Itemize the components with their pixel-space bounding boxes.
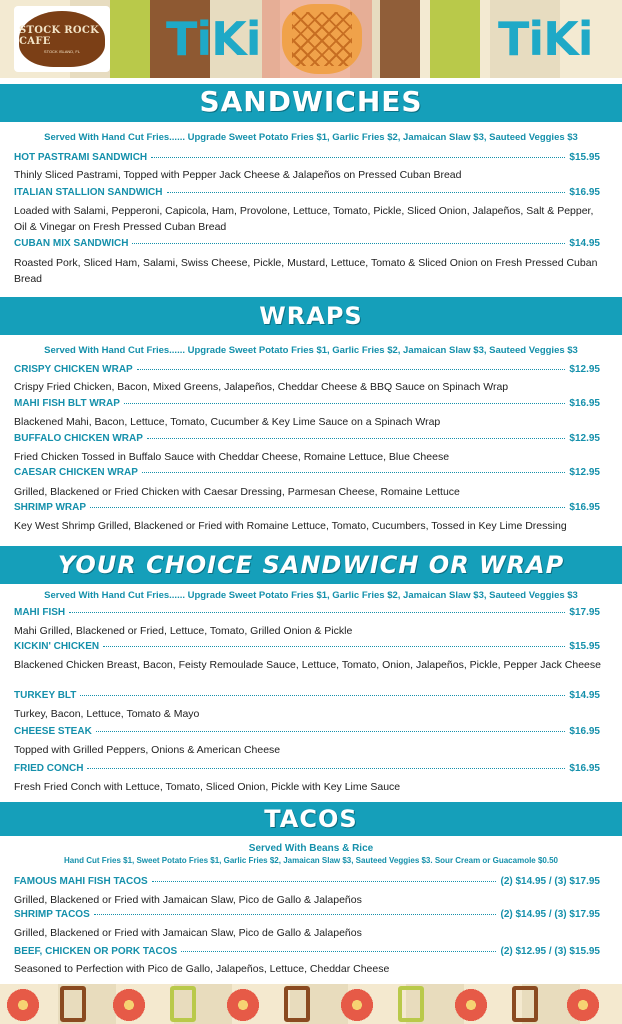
item-description: Fried Chicken Tossed in Buffalo Sauce with Cheddar Cheese, Romaine Lettuce, Blue Cheese — [14, 451, 450, 463]
menu-item-row — [14, 763, 600, 774]
item-description: Seasoned to Perfection with Pico de Gallo, Jalapeños, Lettuce, Cheddar Cheese — [14, 963, 390, 975]
tacos-sides-note: Hand Cut Fries $1, Sweet Potato Fries $1, Garlic Fries $2, Jamaican Slaw $3, Sauteed Veggies $3. Sour Cream or Guacamole $0.50 — [64, 856, 558, 865]
dot-leader — [151, 157, 565, 158]
menu-item-row — [14, 607, 600, 618]
item-name: BUFFALO CHICKEN WRAP — [14, 433, 143, 444]
tiki-word-left: TiKi — [166, 12, 261, 66]
tiki-header-banner — [0, 0, 622, 78]
choice-sides-note: Served With Hand Cut Fries...... Upgrade Sweet Potato Fries $1, Garlic Fries $2, Jamaican Slaw $3, Sauteed Veggies $3 — [44, 590, 578, 601]
item-price: $16.95 — [569, 398, 600, 409]
hibiscus-icon — [6, 988, 40, 1022]
menu-item-row — [14, 152, 600, 163]
dot-leader — [147, 438, 566, 439]
choice-header — [0, 546, 622, 584]
item-description: Grilled, Blackened or Fried with Jamaican Slaw, Pico de Gallo & Jalapeños — [14, 927, 362, 939]
tacos-header — [0, 802, 622, 836]
pineapple-icon — [282, 4, 362, 74]
item-price: $15.95 — [569, 641, 600, 652]
item-name: FAMOUS MAHI FISH TACOS — [14, 876, 148, 887]
tacos-title: TACOS — [264, 805, 358, 833]
tiki-mask-icon — [170, 986, 196, 1022]
dot-leader — [90, 507, 565, 508]
tiki-pattern-tile — [380, 0, 420, 78]
item-name: TURKEY BLT — [14, 690, 77, 701]
menu-item-row — [14, 238, 600, 249]
menu-item-row — [14, 876, 600, 887]
menu-item-row — [14, 641, 600, 652]
tacos-served-with: Served With Beans & Rice — [248, 843, 374, 854]
menu-item-row — [14, 502, 600, 513]
item-description: Roasted Pork, Sliced Ham, Salami, Swiss Cheese, Pickle, Mustard, Lettuce, Tomato & Sliced Onion on Fresh Pressed Cuban Bread — [14, 257, 598, 285]
item-name: CHEESE STEAK — [14, 726, 92, 737]
item-price: $15.95 — [569, 152, 600, 163]
sandwiches-sides-note: Served With Hand Cut Fries...... Upgrade Sweet Potato Fries $1, Garlic Fries $2, Jamaican Slaw $3, Sauteed Veggies $3 — [44, 132, 578, 143]
tiki-footer-banner — [0, 984, 622, 1024]
item-name: MAHI FISH BLT WRAP — [14, 398, 120, 409]
item-price: $16.95 — [569, 187, 600, 198]
tiki-mask-icon — [398, 986, 424, 1022]
item-price: $12.95 — [569, 467, 600, 478]
hibiscus-icon — [340, 988, 374, 1022]
logo-name: STOCK ROCK CAFE — [19, 24, 100, 47]
item-description: Fresh Fried Conch with Lettuce, Tomato, Sliced Onion, Pickle with Key Lime Sauce — [14, 781, 401, 793]
item-description: Blackened Mahi, Bacon, Lettuce, Tomato, Cucumber & Key Lime Sauce on a Spinach Wrap — [14, 416, 441, 428]
dot-leader — [137, 369, 566, 370]
dot-leader — [94, 914, 497, 915]
menu-item-row — [14, 467, 600, 478]
wraps-header — [0, 297, 622, 335]
sandwiches-header — [0, 84, 622, 122]
dot-leader — [69, 612, 565, 613]
item-name: MAHI FISH — [14, 607, 66, 618]
dot-leader — [80, 695, 565, 696]
choice-title: YOUR CHOICE SANDWICH OR WRAP — [57, 551, 565, 579]
item-name: CAESAR CHICKEN WRAP — [14, 467, 138, 478]
item-description: Turkey, Bacon, Lettuce, Tomato & Mayo — [14, 708, 200, 720]
item-price: $17.95 — [569, 607, 600, 618]
item-name: SHRIMP TACOS — [14, 909, 90, 920]
item-price: $16.95 — [569, 763, 600, 774]
sandwiches-title: SANDWICHES — [199, 85, 423, 118]
item-price: $12.95 — [569, 364, 600, 375]
menu-item-row — [14, 433, 600, 444]
item-price: (2) $14.95 / (3) $17.95 — [500, 909, 600, 920]
dot-leader — [132, 243, 565, 244]
item-description: Grilled, Blackened or Fried with Jamaican Slaw, Pico de Gallo & Jalapeños — [14, 894, 362, 906]
wraps-sides-note: Served With Hand Cut Fries...... Upgrade Sweet Potato Fries $1, Garlic Fries $2, Jamaican Slaw $3, Sauteed Veggies $3 — [44, 345, 578, 356]
item-description: Mahi Grilled, Blackened or Fried, Lettuce, Tomato, Grilled Onion & Pickle — [14, 625, 353, 637]
item-price: $16.95 — [569, 726, 600, 737]
item-name: CRISPY CHICKEN WRAP — [14, 364, 133, 375]
hibiscus-icon — [226, 988, 260, 1022]
menu-item-row — [14, 690, 600, 701]
dot-leader — [124, 403, 565, 404]
hibiscus-icon — [112, 988, 146, 1022]
menu-item-row — [14, 726, 600, 737]
item-price: $16.95 — [569, 502, 600, 513]
item-name: BEEF, CHICKEN OR PORK TACOS — [14, 946, 178, 957]
tiki-word-right: TiKi — [498, 12, 593, 66]
hibiscus-icon — [454, 988, 488, 1022]
tiki-mask-icon — [60, 986, 86, 1022]
wraps-title: WRAPS — [259, 302, 363, 330]
stock-rock-cafe-logo — [14, 6, 110, 72]
dot-leader — [152, 881, 497, 882]
menu-item-row — [14, 364, 600, 375]
item-name: SHRIMP WRAP — [14, 502, 87, 513]
tiki-mask-icon — [512, 986, 538, 1022]
menu-item-row — [14, 946, 600, 957]
dot-leader — [181, 951, 496, 952]
dot-leader — [167, 192, 566, 193]
item-description: Key West Shrimp Grilled, Blackened or Fried with Romaine Lettuce, Tomato, Cucumbers, Tossed in Key Lime Dressing — [14, 520, 567, 532]
item-name: ITALIAN STALLION SANDWICH — [14, 187, 163, 198]
item-name: KICKIN' CHICKEN — [14, 641, 100, 652]
dot-leader — [142, 472, 566, 473]
dot-leader — [87, 768, 565, 769]
item-description: Grilled, Blackened or Fried Chicken with Caesar Dressing, Parmesan Cheese, Romaine Lettuce — [14, 486, 460, 498]
dot-leader — [96, 731, 566, 732]
hibiscus-icon — [566, 988, 600, 1022]
item-name: FRIED CONCH — [14, 763, 84, 774]
item-name: HOT PASTRAMI SANDWICH — [14, 152, 148, 163]
item-description: Loaded with Salami, Pepperoni, Capicola, Ham, Provolone, Lettuce, Tomato, Pickle, Sliced Onion, Jalapeños, Salt & Pepper, Oil & Vinegar on Fresh Pressed Cuban Bread — [14, 205, 594, 233]
dot-leader — [103, 646, 565, 647]
item-price: $14.95 — [569, 690, 600, 701]
item-name: CUBAN MIX SANDWICH — [14, 238, 129, 249]
item-price: (2) $14.95 / (3) $17.95 — [500, 876, 600, 887]
item-description: Blackened Chicken Breast, Bacon, Feisty Remoulade Sauce, Lettuce, Tomato, Onion, Jalapeños, Pickle, Pepper Jack Cheese — [14, 659, 601, 671]
menu-item-row — [14, 187, 600, 198]
tiki-pattern-tile — [110, 0, 150, 78]
item-description: Thinly Sliced Pastrami, Topped with Pepper Jack Cheese & Jalapeños on Pressed Cuban Bread — [14, 169, 462, 181]
item-price: $14.95 — [569, 238, 600, 249]
item-description: Topped with Grilled Peppers, Onions & American Cheese — [14, 744, 281, 756]
logo-subtitle: STOCK ISLAND, FL — [43, 48, 81, 54]
menu-item-row — [14, 909, 600, 920]
item-price: $12.95 — [569, 433, 600, 444]
item-price: (2) $12.95 / (3) $15.95 — [500, 946, 600, 957]
item-description: Crispy Fried Chicken, Bacon, Mixed Greens, Jalapeños, Cheddar Cheese & BBQ Sauce on Spinach Wrap — [14, 381, 509, 393]
menu-item-row — [14, 398, 600, 409]
tiki-pattern-tile — [430, 0, 480, 78]
tiki-mask-icon — [284, 986, 310, 1022]
